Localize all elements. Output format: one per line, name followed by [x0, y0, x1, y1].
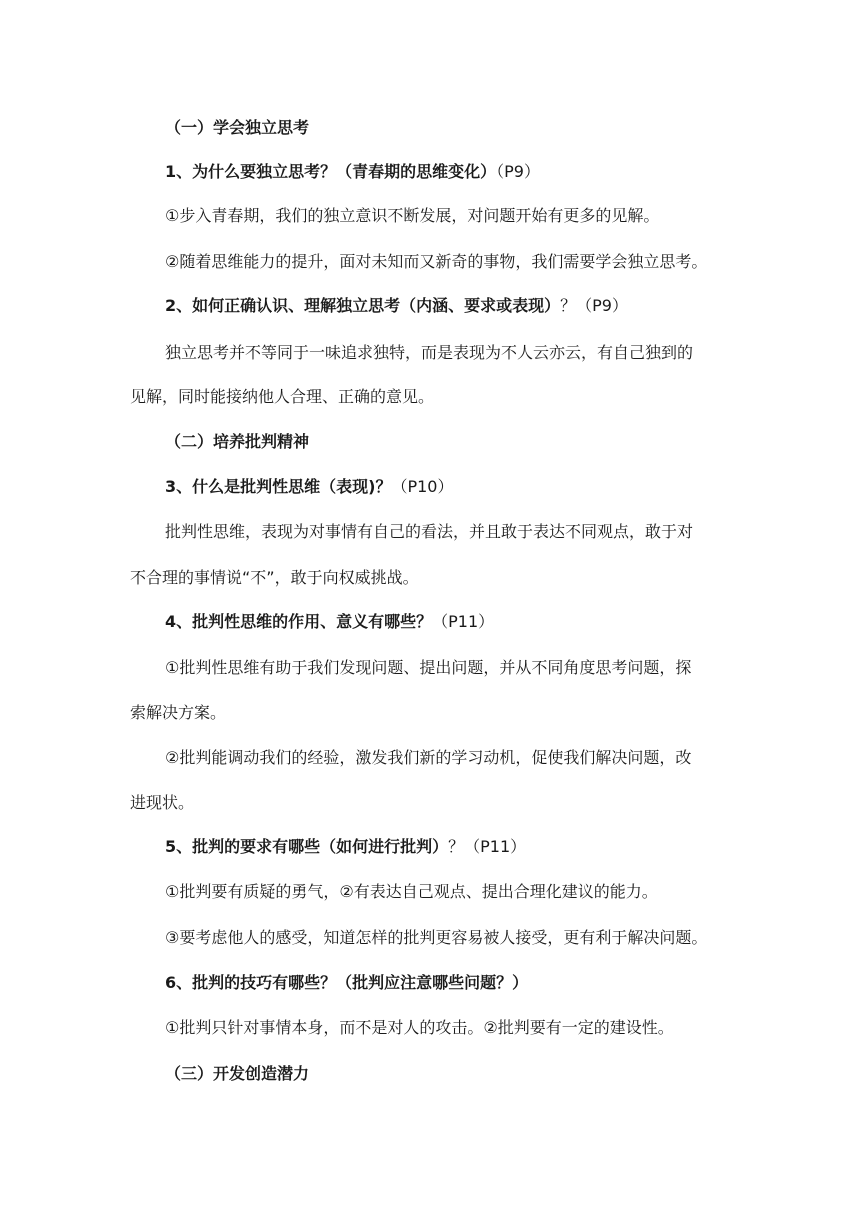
question-2-ref: ？（P9）	[560, 296, 628, 315]
answer-5-1: ①批判要有质疑的勇气，②有表达自己观点、提出合理化建议的能力。	[165, 882, 658, 901]
question-1-title: 1、为什么要独立思考？（青春期的思维变化）	[165, 162, 497, 181]
answer-4-1: ①批判性思维有助于我们发现问题、提出问题，并从不同角度思考问题，探	[165, 658, 692, 677]
section-heading-1: （一）学会独立思考	[165, 118, 310, 137]
section-heading-3: （三）开发创造潜力	[165, 1064, 310, 1083]
answer-4-3: ②批判能调动我们的经验，激发我们新的学习动机，促使我们解决问题，改	[165, 748, 692, 767]
question-5-title: 5、批判的要求有哪些（如何进行批判）	[165, 837, 449, 856]
question-4	[0, 611, 860, 633]
answer-4-4: 进现状。	[130, 793, 195, 812]
answer-3-1: 批判性思维，表现为对事情有自己的看法，并且敢于表达不同观点，敢于对	[165, 522, 694, 541]
answer-2-2: 见解，同时能接纳他人合理、正确的意见。	[130, 387, 435, 406]
question-3-title: 3、什么是批判性思维（表现)？	[165, 477, 392, 496]
question-2-title: 2、如何正确认识、理解独立思考（内涵、要求或表现）	[165, 296, 561, 315]
answer-2-1: 独立思考并不等同于一味追求独特，而是表现为不人云亦云，有自己独到的	[165, 343, 694, 362]
question-3-ref: （P10）	[391, 477, 454, 496]
question-5-ref: ？（P11）	[448, 837, 527, 856]
question-2	[0, 295, 860, 317]
question-4-ref: （P11）	[432, 612, 495, 631]
answer-4-2: 索解决方案。	[130, 703, 227, 722]
section-heading-2: （二）培养批判精神	[165, 432, 310, 451]
question-3	[0, 476, 860, 498]
answer-5-2: ③要考虑他人的感受，知道怎样的批判更容易被人接受，更有利于解决问题。	[165, 928, 708, 947]
answer-1-1: ①步入青春期，我们的独立意识不断发展，对问题开始有更多的见解。	[165, 206, 660, 225]
question-5	[0, 836, 860, 858]
question-1-ref: （P9）	[496, 162, 540, 181]
question-6: 6、批判的技巧有哪些？（批判应注意哪些问题？）	[165, 973, 529, 992]
question-1	[0, 161, 860, 183]
answer-6-1: ①批判只针对事情本身，而不是对人的攻击。②批判要有一定的建设性。	[165, 1018, 674, 1037]
question-4-title: 4、批判性思维的作用、意义有哪些？	[165, 612, 433, 631]
answer-3-2: 不合理的事情说“不”，敢于向权威挑战。	[130, 568, 419, 587]
answer-1-2: ②随着思维能力的提升，面对未知而又新奇的事物，我们需要学会独立思考。	[165, 252, 708, 271]
